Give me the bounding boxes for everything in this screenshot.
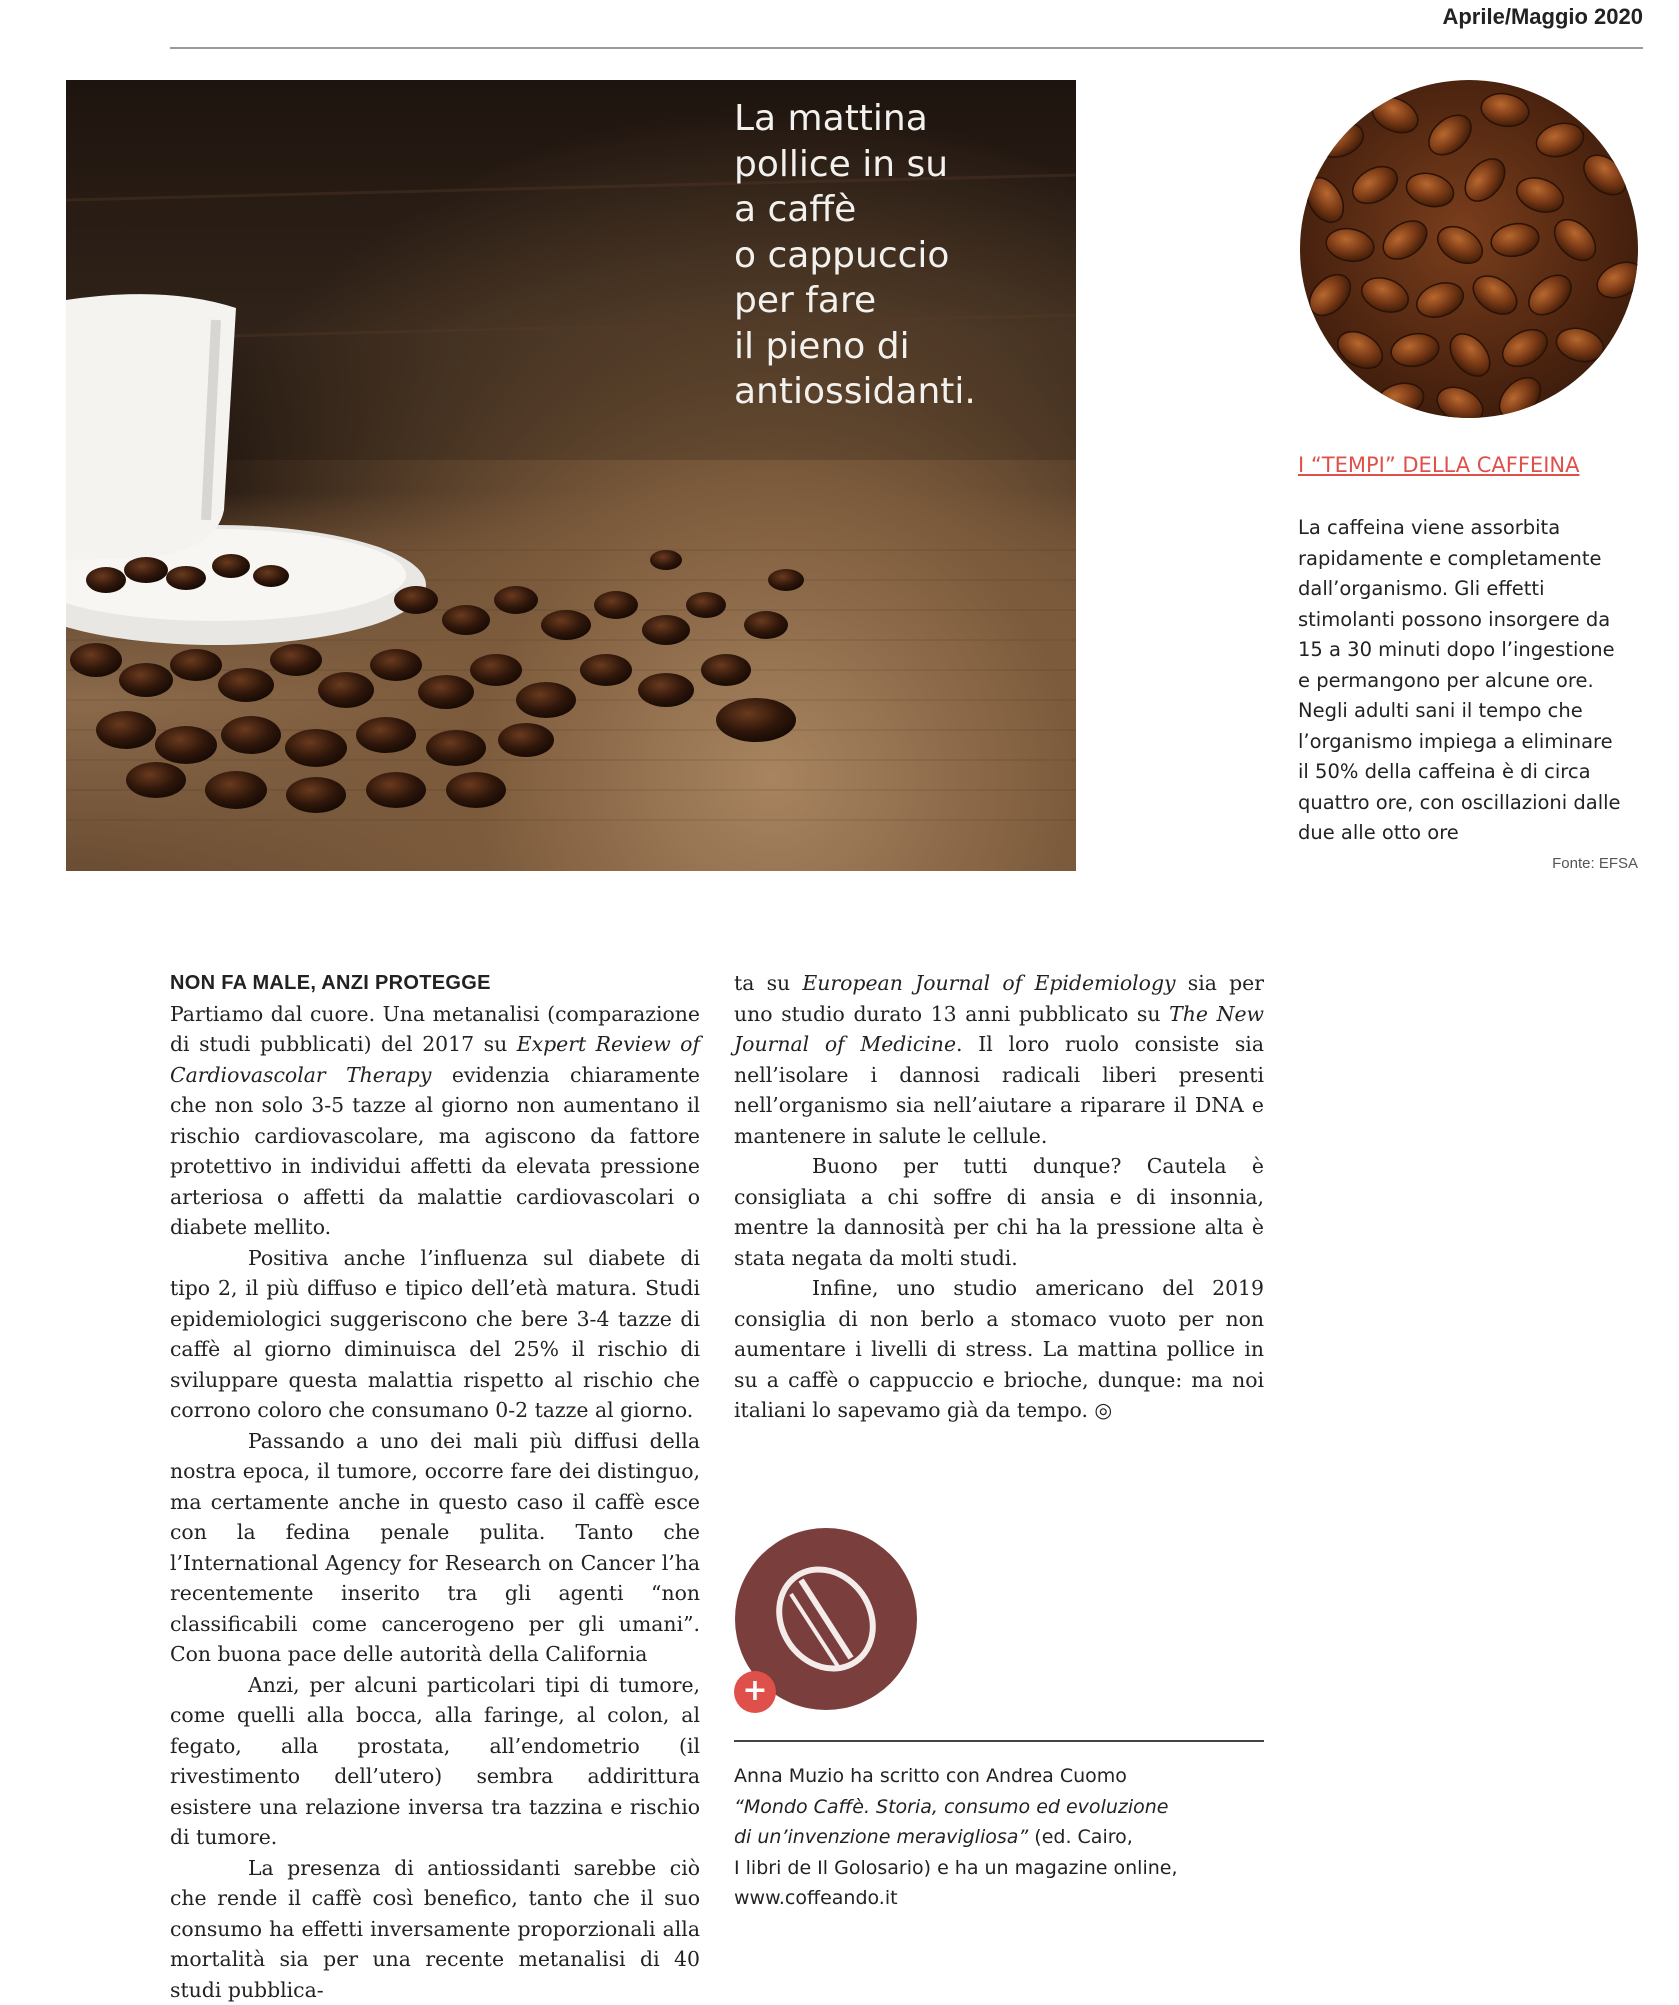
- text-run: (ed. Cairo,: [1028, 1826, 1133, 1848]
- text-run: Partiamo dal cuore. Una metanalisi (comparazione di studi pubblicati) del 2017 su: [170, 1002, 700, 1057]
- hero-caption-line: il pieno di: [734, 324, 1064, 370]
- sidebar-line: 15 a 30 minuti dopo l’ingestione: [1298, 635, 1643, 666]
- journal-title: The New Journal of Medicine: [734, 1002, 1264, 1057]
- sidebar-line: l’organismo impiega a eliminare: [1298, 727, 1643, 758]
- text-run: evidenzia chiaramente che non solo 3-5 tazze al giorno non aumentano il rischio cardiovascolare, ma agiscono da fattore protettivo in individui affetti da elevata pressione arteriosa o affetti da malattie cardiovascolari o diabete mellito.: [170, 1063, 700, 1240]
- hero-caption-line: pollice in su: [734, 142, 1064, 188]
- issue-date: Aprile/Maggio 2020: [1442, 4, 1643, 30]
- article-paragraph: Anzi, per alcuni particolari tipi di tumore, come quelli alla bocca, alla faringe, al colon, al fegato, alla prostata, all’endometrio (il rivestimento dell’utero) sembra addirittura esistere una relazione inversa tra tazzina e rischio di tumore.: [170, 1670, 700, 1853]
- hero-caption-line: La mattina: [734, 96, 1064, 142]
- plus-icon: +: [734, 1671, 776, 1713]
- hero-photo: [66, 80, 1076, 871]
- article-column-1: [170, 968, 700, 2005]
- book-title: di un’invenzione meravigliosa”: [734, 1826, 1028, 1848]
- hero-caption-line: o cappuccio: [734, 233, 1064, 279]
- sidebar-line: rapidamente e completamente: [1298, 544, 1643, 575]
- sidebar-source: Fonte: EFSA: [1552, 855, 1638, 872]
- article-paragraph: La presenza di antiossidanti sarebbe ciò che rende il caffè così benefico, tanto che il suo consumo ha effetti inversamente proporzionali alla mortalità sia per una recente metanalisi di 40 studi pubblica-: [170, 1853, 700, 2005]
- sidebar-line: Negli adulti sani il tempo che: [1298, 696, 1643, 727]
- article-paragraph: Infine, uno studio americano del 2019 consiglia di non berlo a stomaco vuoto per non aumentare i livelli di stress. La mattina pollice in su a caffè o cappuccio e brioche, dunque: ma noi italiani lo sapevamo già da tempo. ◎: [734, 1273, 1264, 1426]
- sidebar-text: [1298, 513, 1643, 849]
- text-run: sia per uno studio durato 13 anni pubblicato su: [734, 971, 1264, 1026]
- hero-caption-line: a caffè: [734, 187, 1064, 233]
- coffee-beans-illustration: [1300, 80, 1638, 418]
- bio-line: [734, 1822, 1264, 1853]
- bio-line: Anna Muzio ha scritto con Andrea Cuomo: [734, 1761, 1264, 1792]
- sidebar-line: dall’organismo. Gli effetti: [1298, 574, 1643, 605]
- article-paragraph: [734, 968, 1264, 1151]
- sidebar-line: stimolanti possono insorgere da: [1298, 605, 1643, 636]
- author-divider: [734, 1740, 1264, 1742]
- sidebar-line: e permangono per alcune ore.: [1298, 666, 1643, 697]
- hero-caption-line: per fare: [734, 278, 1064, 324]
- article-paragraph: [170, 999, 700, 1243]
- section-heading: NON FA MALE, ANZI PROTEGGE: [170, 968, 700, 999]
- header-rule: [170, 47, 1643, 49]
- hero-caption: [734, 96, 1064, 415]
- sidebar-line: La caffeina viene assorbita: [1298, 513, 1643, 544]
- hero-caption-line: antiossidanti.: [734, 369, 1064, 415]
- author-bio: [734, 1761, 1264, 1914]
- book-title: “Mondo Caffè. Storia, consumo ed evoluzione: [734, 1796, 1168, 1818]
- coffee-beans-photo: [1300, 80, 1638, 418]
- sidebar-line: due alle otto ore: [1298, 818, 1643, 849]
- journal-title: Expert Review of Cardiovascolar Therapy: [170, 1032, 700, 1087]
- text-run: . Il loro ruolo consiste sia nell’isolare i dannosi radicali liberi presenti nell’organismo sia nell’aiutare a riparare il DNA e mantenere in salute le cellule.: [734, 1032, 1264, 1148]
- journal-title: European Journal of Epidemiology: [802, 971, 1175, 995]
- bio-line: I libri de Il Golosario) e ha un magazine online,: [734, 1853, 1264, 1884]
- bio-line: [734, 1792, 1264, 1823]
- text-run: ta su: [734, 971, 802, 995]
- sidebar-line: quattro ore, con oscillazioni dalle: [1298, 788, 1643, 819]
- article-paragraph: Positiva anche l’influenza sul diabete di tipo 2, il più diffuso e tipico dell’età matura. Studi epidemiologici suggeriscono che bere 3-4 tazze di caffè al giorno diminuisca del 25% il rischio di sviluppare questa malattia rispetto al rischio che corrono coloro che consumano 0-2 tazze al giorno.: [170, 1243, 700, 1426]
- sidebar-line: il 50% della caffeina è di circa: [1298, 757, 1643, 788]
- sidebar-title: I “TEMPI” DELLA CAFFEINA: [1298, 453, 1579, 477]
- article-paragraph: Buono per tutti dunque? Cautela è consigliata a chi soffre di ansia e di insonnia, mentre la dannosità per chi ha la pressione alta è stata negata da molti studi.: [734, 1151, 1264, 1273]
- article-paragraph: Passando a uno dei mali più diffusi della nostra epoca, il tumore, occorre fare dei distinguo, ma certamente anche in questo caso il caffè esce con la fedina penale pulita. Tanto che l’International Agency for Research on Cancer l’ha recentemente inserito tra gli agenti “non classificabili come cancerogeno per gli umani”. Con buona pace delle autorità della California: [170, 1426, 700, 1670]
- website-link[interactable]: www.coffeando.it: [734, 1883, 1264, 1914]
- article-column-2: [734, 968, 1264, 1426]
